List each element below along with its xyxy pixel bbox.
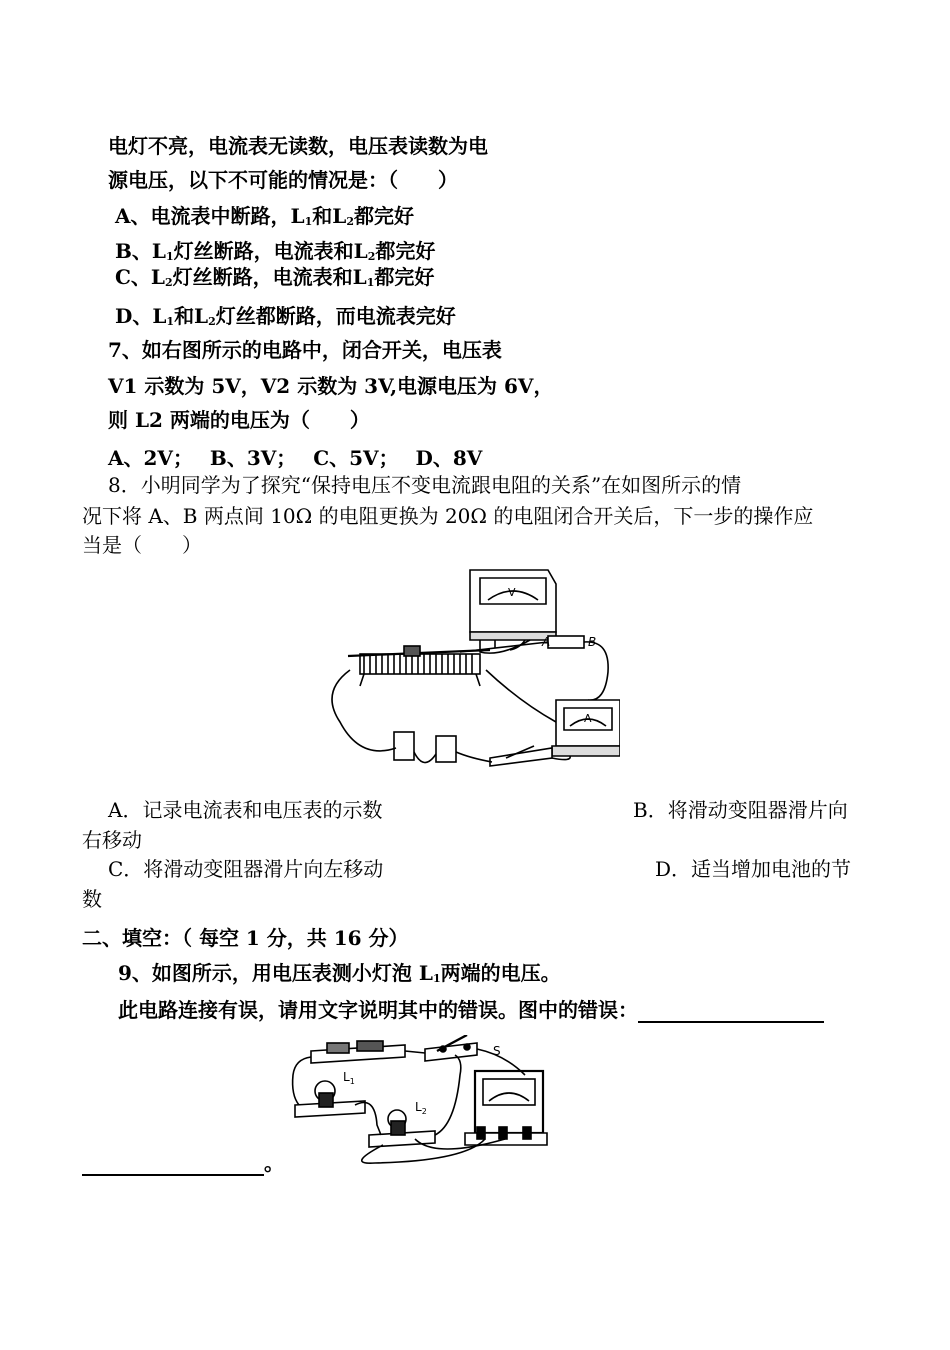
q6-option-c: C、$L_2$灯丝断路，电流表和$L_1$都完好 — [115, 265, 435, 289]
q8-option-b-part1: B．将滑动变阻器滑片向 — [633, 798, 848, 822]
q8-line2: 况下将 A、B 两点间 10Ω 的电阻更换为 20Ω 的电阻闭合开关后，下一步的操作应 — [82, 504, 814, 528]
q8-option-a: A．记录电流表和电压表的示数 — [108, 798, 383, 822]
q8-option-d-part2: 数 — [82, 887, 102, 911]
q9-line3: 。 — [82, 1150, 284, 1176]
q9-line2: 此电路连接有误，请用文字说明其中的错误。图中的错误： — [118, 997, 824, 1023]
q8-option-c: C．将滑动变阻器滑片向左移动 — [108, 857, 384, 881]
svg-text:S: S — [493, 1044, 501, 1058]
q7-line3: 则 L2 两端的电压为（ ） — [108, 408, 370, 432]
svg-text:L1: $L_1$ — [343, 1070, 355, 1086]
q6-option-b: B、$L_1$灯丝断路，电流表和$L_2$都完好 — [115, 239, 436, 263]
q9-answer-blank-1[interactable] — [638, 1003, 824, 1023]
svg-text:A: A — [584, 712, 592, 725]
q8-line3: 当是（ ） — [82, 533, 202, 557]
q6-option-d: D、$L_1$和$L_2$灯丝都断路，而电流表完好 — [115, 304, 456, 328]
q7-line2: V1 示数为 5V，V2 示数为 3V,电源电压为 6V， — [108, 374, 554, 398]
q9-answer-blank-2[interactable] — [82, 1156, 264, 1176]
svg-text:V: V — [508, 586, 516, 599]
q8-option-d-part1: D．适当增加电池的节 — [655, 857, 852, 881]
q8-option-b-part2: 右移动 — [82, 828, 142, 852]
svg-text:A: A — [542, 635, 551, 649]
svg-text:B: B — [588, 635, 597, 649]
q6-line2: 源电压，以下不可能的情况是：（ ） — [108, 168, 458, 192]
q8-line1: 8．小明同学为了探究“保持电压不变电流跟电阻的关系”在如图所示的情 — [108, 473, 742, 497]
q6-line1: 电灯不亮，电流表无读数，电压表读数为电 — [108, 134, 488, 158]
q7-options: A、2V； B、3V； C、5V； D、8V — [108, 446, 483, 470]
svg-text:L2: $L_2$ — [415, 1100, 427, 1116]
q7-line1: 7、如右图所示的电路中，闭合开关，电压表 — [108, 338, 502, 362]
q6-option-a: A、电流表中断路，$L_1$和$L_2$都完好 — [115, 204, 414, 228]
q9-line1: 9、如图所示，用电压表测小灯泡 $L_1$两端的电压。 — [118, 961, 561, 985]
q8-circuit-figure — [320, 562, 620, 772]
section-title: 二、填空：（ 每空 1 分，共 16 分） — [82, 926, 409, 950]
q9-circuit-figure — [285, 1035, 560, 1170]
